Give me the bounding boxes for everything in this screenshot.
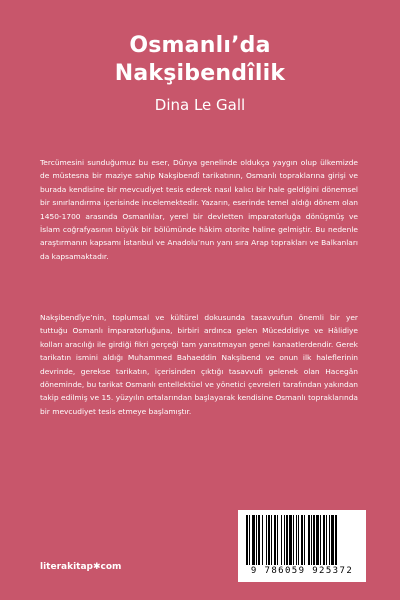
barcode-bar (286, 515, 288, 565)
title-line-1: Osmanlı’da (129, 33, 271, 58)
barcode-bar (335, 515, 337, 565)
publisher-name: literakitap (40, 562, 93, 572)
barcode-bar (311, 515, 312, 565)
barcode-bar (271, 515, 272, 565)
barcode-bar (284, 515, 285, 565)
barcode-bar (256, 515, 257, 565)
barcode-bar (308, 515, 310, 565)
barcode-bar (268, 515, 270, 565)
barcode-bar (329, 515, 330, 565)
barcode-bar (320, 515, 321, 565)
barcode-bar (249, 515, 250, 565)
barcode-bar (262, 515, 263, 565)
barcode-bar (252, 515, 255, 565)
asterisk-icon: ✱ (92, 562, 101, 572)
barcode-bar (301, 515, 303, 565)
barcode-bar (274, 515, 276, 565)
publisher-logo (40, 562, 121, 572)
barcode-bar (331, 515, 334, 565)
isbn-number: 9 786059 925372 (250, 566, 354, 576)
author-name: Dina Le Gall (154, 96, 246, 114)
barcode-bar (304, 515, 305, 565)
barcode-bar (323, 515, 325, 565)
barcode-bar (293, 515, 294, 565)
book-title (0, 32, 400, 88)
blurb-paragraph-2: Nakşibendîye’nin, toplumsal ve kültürel dokusunda tasavvufun önemli bir yer tuttuğu Osmanlı İmparatorluğuna, birbiri ardınca gelen Müceddidiye ve Hâlidiye kolları aracılığı ile girdiği fikri gerçeği tam yansıtmayan genel kanaatlerdendir. Gerek tarikatın ismini aldığı Muhammed Bahaeddin Nakşibend ve onun ilk haleflerinin devrinde, gerekse tarikatın, içerisinden çıktığı tasavvufi gelenek olan Hacegân döneminde, bu tarikat Osmanlı entellektüel ve yönetici çevreleri tarafından yakından takip edilmiş ve 15. yüzyılın ortalarından başlayarak kendisine Osmanlı topraklarında bir mevcudiyet tesis etmeye başlamıştır. (40, 313, 358, 416)
barcode-bar (246, 515, 248, 565)
barcode (238, 510, 366, 582)
barcode-bar (281, 515, 282, 565)
publisher-domain: com (100, 562, 122, 572)
barcode-bar (277, 515, 278, 565)
barcode-bar (266, 515, 267, 565)
barcode-bar (298, 515, 299, 565)
barcode-bar (258, 515, 260, 565)
barcode-bar (313, 515, 315, 565)
barcode-bar (326, 515, 327, 565)
barcode-bars (244, 515, 360, 565)
barcode-bar (296, 515, 297, 565)
title-line-2: Nakşibendîlik (114, 61, 286, 86)
barcode-bar (316, 515, 319, 565)
blurb-paragraph-1: Tercümesini sunduğumuz bu eser, Dünya genelinde oldukça yaygın olup ülkemizde de müstesna bir maziye sahip Nakşibendî tarikatının, Osmanlı topraklarına girişi ve burada kendisine bir mevcudiyet tesis ederek nasıl kalıcı bir hale geldiğini dönemsel bir sınırlandırma içerisinde incelemektedir. Yazarın, eserinde temel aldığı dönem olan 1450-1700 arasında Osmanlılar, yerel bir devletten imparatorluğa dönüşmüş ve İslam coğrafyasının büyük bir bölümünde hâkim otorite haline gelmiştir. Bu nedenle araştırmanın kapsamı İstanbul ve Anadolu’nun yanı sıra Arap toprakları ve Balkanları da kapsamaktadır. (40, 158, 358, 261)
barcode-bar (289, 515, 292, 565)
